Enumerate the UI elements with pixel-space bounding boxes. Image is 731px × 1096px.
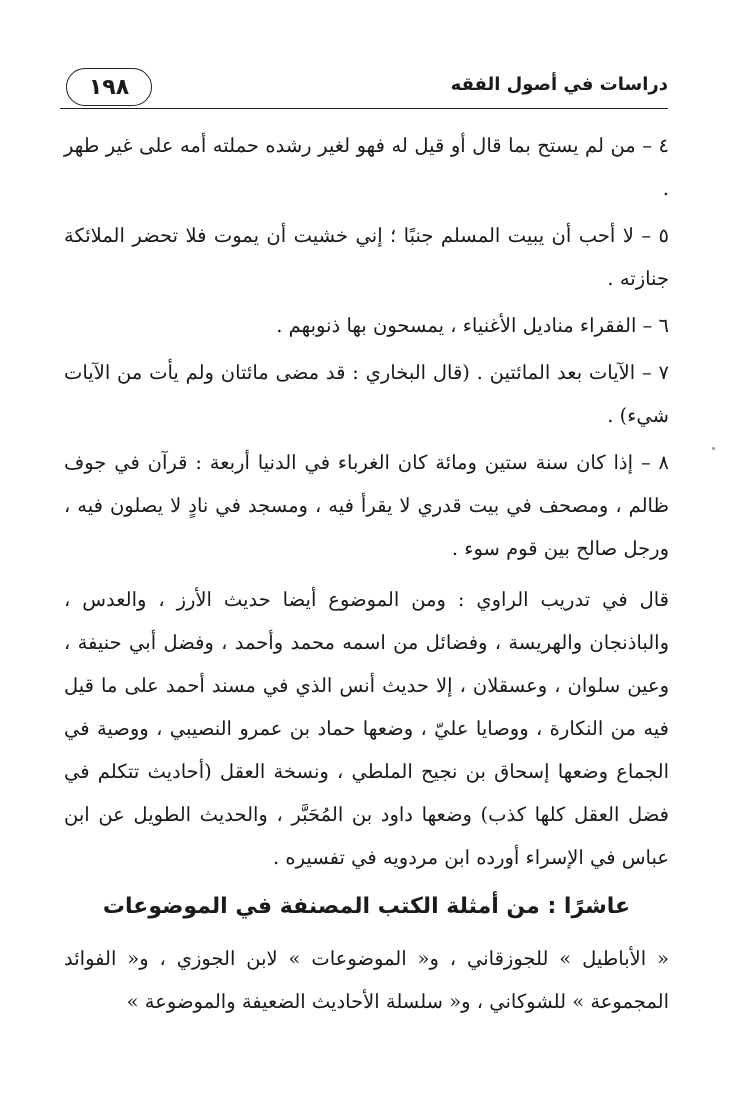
page-number-badge: ١٩٨ bbox=[66, 68, 152, 106]
list-item-5: ٥ – لا أحب أن يبيت المسلم جنبًا ؛ إني خشيت أن يموت فلا تحضر الملائكة جنازته . bbox=[64, 224, 669, 290]
books-paragraph: « الأباطيل » للجوزقاني ، و« الموضوعات » لابن الجوزي ، و« الفوائد المجموعة » للشوكاني ، و« سلسلة الأحاديث الضعيفة والموضوعة » bbox=[64, 947, 669, 1013]
header-divider bbox=[60, 108, 668, 109]
tadrib-quote-paragraph: قال في تدريب الراوي : ومن الموضوع أيضا حديث الأرز ، والعدس ، والباذنجان والهريسة ، وفضائل من اسمه محمد وأحمد ، وفضل أبي حنيفة ، وعين سلوان ، وعسقلان ، إلا حديث أنس الذي في مسند أحمد على ما قيل فيه من النكارة ، ووصايا عليّ ، وضعها حماد بن عمرو النصيبي ، ووصية في الجماع وضعها إسحاق بن نجيح الملطي ، ونسخة العقل (أحاديث تتكلم في فضل العقل كلها كذب) وضعها داود بن المُحَبَّر ، والحديث الطويل عن ابن عباس في الإسراء أورده ابن مردويه في تفسيره . bbox=[64, 588, 669, 869]
list-item-8: ٨ – إذا كان سنة ستين ومائة كان الغرباء في الدنيا أربعة : قرآن في جوف ظالم ، ومصحف في بيت قدري لا يقرأ فيه ، ومسجد في نادٍ لا يصلون فيه ، ورجل صالح بين قوم سوء . bbox=[64, 451, 669, 560]
margin-mark bbox=[712, 447, 715, 450]
list-item-6: ٦ – الفقراء مناديل الأغنياء ، يمسحون بها ذنوبهم . bbox=[276, 314, 669, 337]
list-item-4: ٤ – من لم يستح بما قال أو قيل له فهو لغير رشده حملته أمه على غير طهر . bbox=[64, 134, 669, 200]
list-item-7: ٧ – الآيات بعد المائتين . (قال البخاري : قد مضى مائتان ولم يأت من الآيات شيء) . bbox=[64, 361, 669, 427]
section-heading: عاشرًا : من أمثلة الكتب المصنفة في الموضوعات bbox=[102, 894, 631, 919]
page-body bbox=[64, 124, 669, 1027]
page-header bbox=[60, 64, 668, 112]
running-title: دراسات في أصول الفقه bbox=[450, 74, 668, 95]
